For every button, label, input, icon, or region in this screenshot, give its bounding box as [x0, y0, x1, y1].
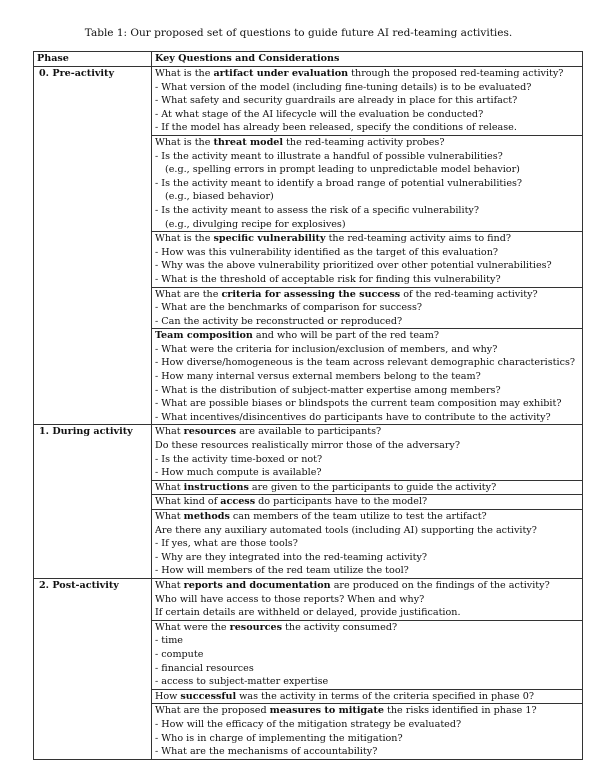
- question-text: - What were the criteria for inclusion/exclusion of members, and why?: [155, 343, 498, 355]
- phase-label: 0. Pre-activity: [34, 67, 152, 425]
- question-line: [155, 564, 582, 578]
- question-line: [155, 218, 582, 232]
- question-line: [155, 704, 582, 718]
- question-text: - At what stage of the AI lifecycle will the evaluation be conducted?: [155, 108, 484, 120]
- question-text: through the proposed red-teaming activity?: [348, 68, 564, 79]
- question-text: (e.g., divulging recipe for explosives): [165, 218, 346, 230]
- question-group: [152, 135, 583, 231]
- question-text: Do these resources realistically mirror those of the adversary?: [155, 440, 460, 452]
- question-text: - What is the distribution of subject-matter expertise among members?: [155, 384, 501, 396]
- question-line: [155, 67, 582, 81]
- key-term: resources: [229, 621, 282, 633]
- question-text: What: [155, 481, 184, 493]
- question-group: [152, 495, 583, 510]
- question-line: [155, 232, 582, 246]
- question-text: - How will members of the red team utilize the tool?: [155, 565, 409, 577]
- question-line: [155, 163, 582, 177]
- question-text: - What are possible biases or blindspots the current team composition may exhibit?: [155, 398, 562, 410]
- question-group: [152, 620, 583, 689]
- question-text: Are there any auxiliary automated tools (including AI) supporting the activity?: [155, 524, 537, 536]
- question-line: [155, 190, 582, 204]
- question-text: - Is the activity meant to illustrate a handful of possible vulnerabilities?: [155, 150, 503, 162]
- question-text: - What is the threshold of acceptable risk for finding this vulnerability?: [155, 273, 501, 285]
- question-line: [155, 593, 582, 607]
- phase-label: 2. Post-activity: [34, 578, 152, 759]
- question-line: [155, 288, 582, 302]
- question-line: [155, 634, 582, 648]
- key-term: artifact under evaluation: [213, 68, 349, 79]
- question-text: - How was this vulnerability identified as the target of this evaluation?: [155, 246, 499, 258]
- question-line: [155, 732, 582, 746]
- question-line: [155, 370, 582, 384]
- table-caption: Table 1: Our proposed set of questions to guide future AI red-teaming activities.: [84, 27, 513, 39]
- question-text: of the red-teaming activity?: [400, 288, 538, 300]
- question-text: - What version of the model (including fine-tuning details) is to be evaluated?: [155, 81, 532, 93]
- question-line: [155, 315, 582, 329]
- key-term: instructions: [183, 481, 249, 493]
- question-text: the activity consumed?: [281, 621, 398, 633]
- question-text: - How will the efficacy of the mitigation strategy be evaluated?: [155, 718, 462, 730]
- question-group: [152, 329, 583, 425]
- question-text: How: [155, 690, 181, 702]
- question-line: [155, 108, 582, 122]
- question-text: - What incentives/disincentives do participants have to contribute to the activity?: [155, 411, 551, 423]
- question-group: [152, 578, 583, 620]
- question-text: - Is the activity meant to identify a broad range of potential vulnerabilities?: [155, 177, 523, 189]
- question-line: [155, 411, 582, 425]
- question-line: [155, 384, 582, 398]
- question-line: [155, 425, 582, 439]
- question-group: [152, 287, 583, 329]
- key-term: criteria for assessing the success: [221, 288, 401, 300]
- question-line: [155, 121, 582, 135]
- question-line: [155, 524, 582, 538]
- key-term: successful: [180, 690, 237, 702]
- question-text: - How diverse/homogeneous is the team across relevant demographic characteristics?: [155, 357, 576, 369]
- question-text: can members of the team utilize to test the artifact?: [229, 511, 487, 522]
- question-line: [155, 81, 582, 95]
- question-line: [155, 510, 582, 524]
- key-term: threat model: [213, 136, 284, 148]
- key-term: resources: [183, 426, 237, 438]
- question-line: [155, 745, 582, 759]
- questions-table: [33, 51, 583, 760]
- question-group: [152, 689, 583, 704]
- phase-column-header: Phase: [34, 52, 152, 67]
- question-line: [155, 356, 582, 370]
- question-text: - Why are they integrated into the red-teaming activity?: [155, 551, 428, 563]
- question-line: [155, 466, 582, 480]
- question-line: [155, 648, 582, 662]
- question-line: [155, 718, 582, 732]
- question-group: [152, 510, 583, 579]
- question-text: do participants have to the model?: [255, 496, 428, 508]
- table-row: [34, 67, 583, 136]
- question-text: What: [155, 579, 184, 591]
- table-body: [34, 67, 583, 760]
- question-text: the red-teaming activity aims to find?: [325, 233, 512, 245]
- question-text: What are the proposed: [155, 705, 270, 717]
- question-text: - Who is in charge of implementing the mitigation?: [155, 732, 403, 744]
- question-line: [155, 177, 582, 191]
- question-line: [155, 150, 582, 164]
- question-text: - If yes, what are those tools?: [155, 538, 298, 550]
- question-text: and who will be part of the red team?: [252, 330, 439, 342]
- question-line: [155, 259, 582, 273]
- question-line: [155, 481, 582, 495]
- question-line: [155, 551, 582, 565]
- question-text: Who will have access to those reports? When and why?: [155, 593, 425, 605]
- table-row: [34, 425, 583, 480]
- table-header-row: [34, 52, 583, 67]
- question-text: What is the: [155, 68, 214, 79]
- question-text: - How many internal versus external members belong to the team?: [155, 371, 481, 383]
- key-term: Team composition: [155, 330, 253, 342]
- question-line: [155, 273, 582, 287]
- question-text: - Is the activity meant to assess the risk of a specific vulnerability?: [155, 204, 479, 216]
- key-term: reports and documentation: [183, 579, 331, 591]
- question-text: the risks identified in phase 1?: [383, 705, 537, 717]
- question-text: - financial resources: [155, 662, 254, 674]
- question-text: - Why was the above vulnerability prioritized over other potential vulnerabilities?: [155, 260, 552, 272]
- question-text: What were the: [155, 621, 230, 633]
- key-term: methods: [183, 511, 230, 522]
- table-row: [34, 578, 583, 620]
- question-text: - How much compute is available?: [155, 467, 322, 479]
- question-text: the red-teaming activity probes?: [283, 136, 445, 148]
- question-line: [155, 343, 582, 357]
- key-term: specific vulnerability: [213, 233, 326, 245]
- question-line: [155, 301, 582, 315]
- question-line: [155, 621, 582, 635]
- question-text: was the activity in terms of the criteria specified in phase 0?: [236, 690, 534, 702]
- question-line: [155, 94, 582, 108]
- question-group: [152, 232, 583, 287]
- question-text: What is the: [155, 233, 214, 245]
- question-group: [152, 67, 583, 136]
- question-line: [155, 397, 582, 411]
- question-text: are available to participants?: [236, 426, 382, 438]
- question-text: (e.g., spelling errors in prompt leading to unpredictable model behavior): [165, 164, 520, 176]
- question-line: [155, 495, 582, 509]
- question-text: - Is the activity time-boxed or not?: [155, 453, 323, 465]
- phase-label: 1. During activity: [34, 425, 152, 579]
- questions-column-header: Key Questions and Considerations: [152, 52, 583, 67]
- question-text: are given to the participants to guide the activity?: [248, 481, 497, 493]
- question-line: [155, 662, 582, 676]
- question-text: - time: [155, 635, 183, 647]
- question-line: [155, 537, 582, 551]
- question-text: - What safety and security guardrails are already in place for this artifact?: [155, 95, 518, 107]
- key-term: access: [220, 496, 256, 508]
- question-text: - If the model has already been released, specify the conditions of release.: [155, 122, 517, 134]
- question-line: [155, 579, 582, 593]
- question-group: [152, 425, 583, 480]
- question-text: If certain details are withheld or delayed, provide justification.: [155, 607, 461, 619]
- question-text: - What are the benchmarks of comparison for success?: [155, 302, 423, 314]
- question-text: What: [155, 511, 184, 522]
- question-line: [155, 453, 582, 467]
- question-text: (e.g., biased behavior): [165, 191, 274, 203]
- question-line: [155, 439, 582, 453]
- question-text: What: [155, 426, 184, 438]
- question-text: What are the: [155, 288, 222, 300]
- question-line: [155, 329, 582, 343]
- question-line: [155, 136, 582, 150]
- question-line: [155, 690, 582, 704]
- question-text: - access to subject-matter expertise: [155, 676, 329, 688]
- question-group: [152, 704, 583, 759]
- question-text: What is the: [155, 136, 214, 148]
- question-line: [155, 204, 582, 218]
- key-term: measures to mitigate: [269, 705, 384, 717]
- question-text: What kind of: [155, 496, 221, 508]
- question-line: [155, 246, 582, 260]
- question-text: - Can the activity be reconstructed or reproduced?: [155, 315, 403, 327]
- question-line: [155, 675, 582, 689]
- question-text: - compute: [155, 648, 204, 660]
- question-line: [155, 606, 582, 620]
- question-text: - What are the mechanisms of accountability?: [155, 746, 378, 758]
- question-group: [152, 480, 583, 495]
- question-text: are produced on the findings of the activity?: [330, 579, 550, 591]
